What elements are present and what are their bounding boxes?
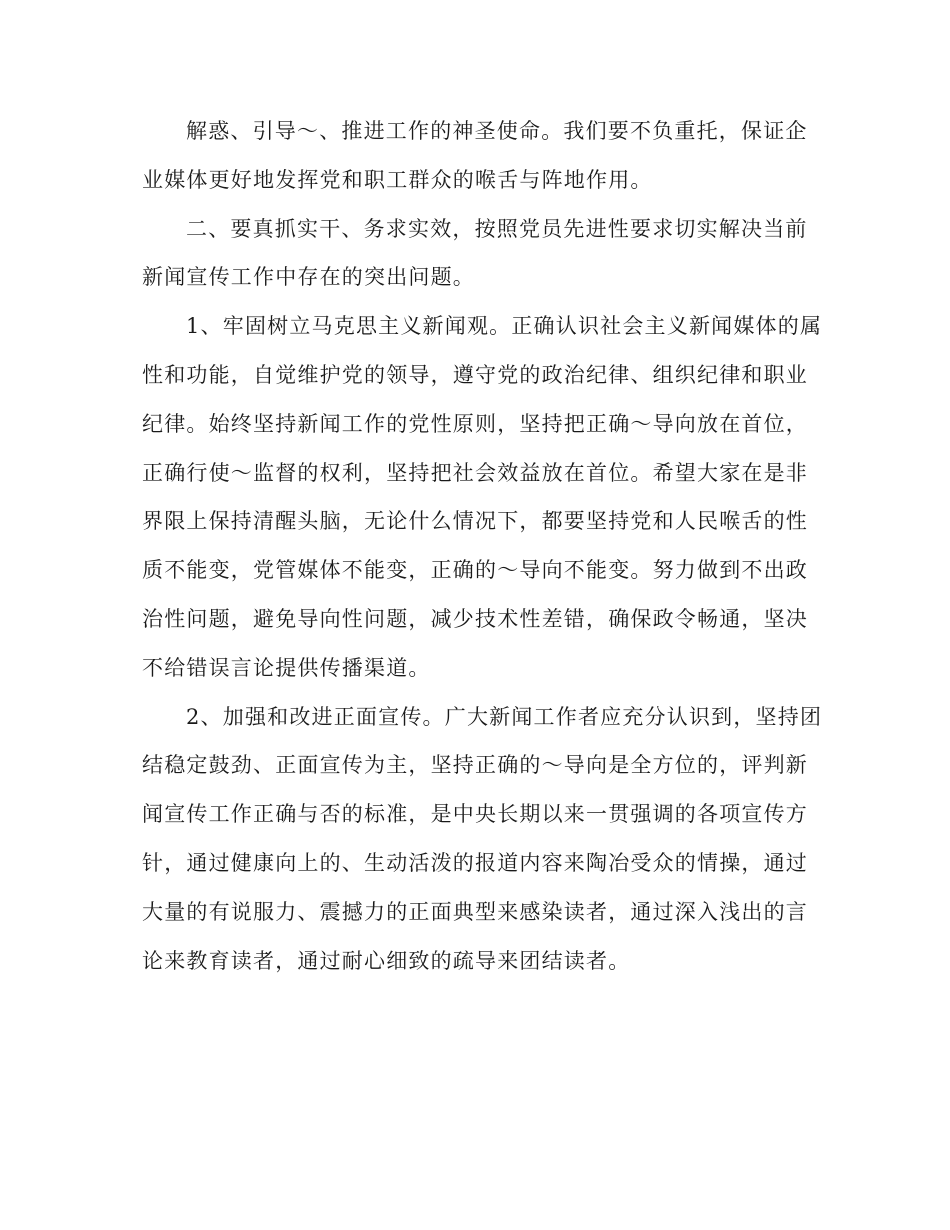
paragraph-point-two bbox=[142, 693, 823, 986]
text-line: 性和功能，自觉维护党的领导，遵守党的政治纪律、组织纪律和职业 bbox=[142, 362, 808, 387]
text-line: 不给错误言论提供传播渠道。 bbox=[142, 655, 431, 680]
text-line: 大量的有说服力、震撼力的正面典型来感染读者，通过深入浅出的言 bbox=[142, 899, 808, 924]
text-line: 2、加强和改进正面宣传。广大新闻工作者应充分认识到，坚持团 bbox=[186, 704, 823, 729]
document-body bbox=[142, 107, 823, 985]
text-line: 业媒体更好地发挥党和职工群众的喉舌与阵地作用。 bbox=[142, 167, 653, 192]
text-line: 正确行使～监督的权利，坚持把社会效益放在首位。希望大家在是非 bbox=[142, 460, 808, 485]
text-line: 解惑、引导～、推进工作的神圣使命。我们要不负重托，保证企 bbox=[186, 119, 808, 143]
text-line: 质不能变，党管媒体不能变，正确的～导向不能变。努力做到不出政 bbox=[142, 558, 808, 583]
paragraph-section-two-heading bbox=[142, 205, 808, 303]
text-line: 1、牢固树立马克思主义新闻观。正确认识社会主义新闻媒体的属 bbox=[186, 314, 823, 339]
text-line: 新闻宣传工作中存在的突出问题。 bbox=[142, 265, 475, 290]
text-line: 纪律。始终坚持新闻工作的党性原则，坚持把正确～导向放在首位， bbox=[142, 411, 808, 436]
paragraph-point-one bbox=[142, 302, 823, 692]
text-line: 结稳定鼓劲、正面宣传为主，坚持正确的～导向是全方位的，评判新 bbox=[142, 753, 808, 778]
text-line: 治性问题，避免导向性问题，减少技术性差错，确保政令畅通，坚决 bbox=[142, 606, 808, 631]
text-line: 界限上保持清醒头脑，无论什么情况下，都要坚持党和人民喉舌的性 bbox=[142, 509, 808, 534]
text-line: 闻宣传工作正确与否的标准，是中央长期以来一贯强调的各项宣传方 bbox=[142, 802, 808, 827]
text-line: 针，通过健康向上的、生动活泼的报道内容来陶冶受众的情操，通过 bbox=[142, 850, 808, 875]
text-line: 二、要真抓实干、务求实效，按照党员先进性要求切实解决当前 bbox=[186, 216, 808, 241]
paragraph-mission bbox=[142, 107, 808, 205]
text-line: 论来教育读者，通过耐心细致的疏导来团结读者。 bbox=[142, 948, 631, 973]
